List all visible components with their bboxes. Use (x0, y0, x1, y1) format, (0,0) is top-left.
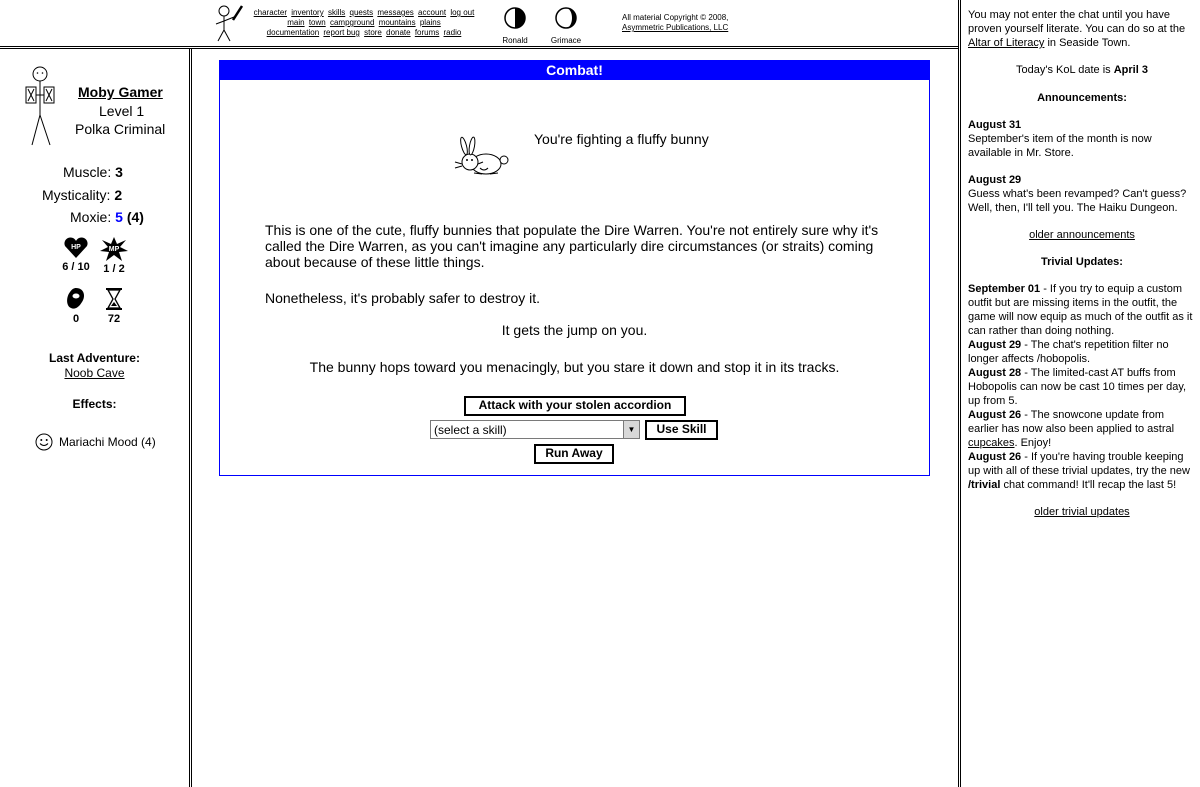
trivial-update-date: August 26 (968, 451, 1022, 463)
hp-gauge (56, 237, 96, 273)
stat-moxie (70, 209, 144, 225)
nav-mountains-link[interactable]: mountains (378, 18, 416, 27)
publisher-link[interactable]: Asymmetric Publications, LLC (622, 23, 729, 32)
older-announcements-link[interactable]: older announcements (1029, 229, 1135, 241)
stat-label: Muscle: (63, 164, 116, 180)
announcement-item (968, 173, 1196, 215)
hp-heart-icon[interactable] (63, 237, 89, 259)
top-divider (0, 46, 958, 47)
nav-donate-link[interactable]: donate (386, 28, 411, 37)
last-adventure-link[interactable]: Noob Cave (64, 366, 125, 380)
nav-campground-link[interactable]: campground (329, 18, 375, 27)
crescent-moon-icon (554, 6, 578, 30)
combat-title: Combat! (220, 61, 929, 80)
combat-message: The bunny hops toward you menacingly, but you stare it down and stop it in its tracks. (309, 359, 840, 375)
half-moon-icon (503, 6, 527, 30)
use-skill-button[interactable]: Use Skill (645, 420, 718, 440)
trivial-updates-title: Trivial Updates: (1041, 256, 1123, 268)
adventures-gauge (94, 287, 134, 325)
trivial-update-item (968, 450, 1196, 492)
stat-value: 3 (115, 164, 123, 180)
trivial-update-text: - If you try to equip a custom outfit but are missing items in the outfit, the game will now equip as much of the outfit as it can rather than doing nothing. (968, 283, 1193, 337)
adventures-value: 72 (107, 313, 121, 325)
moon-ronald-label: Ronald (502, 36, 528, 45)
dropdown-arrow-icon[interactable]: ▼ (623, 421, 639, 438)
announcement-text: Guess what's been revamped? Can't guess? Well, then, I'll tell you. The Haiku Dungeon. (968, 188, 1187, 214)
cupcakes-link[interactable]: cupcakes (968, 437, 1015, 449)
combat-message: Nonetheless, it's probably safer to destroy it. (265, 290, 541, 306)
trivial-update-date: September 01 (968, 283, 1041, 295)
nav-skills-link[interactable]: skills (327, 8, 346, 17)
trivial-update-item (968, 408, 1196, 450)
stat-value-base: (4) (126, 209, 144, 225)
date-label: Today's KoL date is (1016, 64, 1114, 76)
nav-quests-link[interactable]: quests (349, 8, 374, 17)
mp-gauge (94, 237, 134, 275)
announcement-item (968, 118, 1196, 160)
last-adventure-container (0, 366, 189, 380)
nav-inventory-link[interactable]: inventory (291, 8, 324, 17)
svg-text:HP: HP (71, 244, 81, 251)
left-pane-divider (191, 49, 192, 787)
stat-mysticality (42, 187, 122, 203)
fluffy-bunny-image (452, 136, 514, 180)
copyright-notice (622, 13, 728, 33)
copyright-text: All material Copyright © 2008, (622, 13, 729, 22)
older-announcements-container (968, 228, 1196, 242)
hourglass-icon[interactable] (105, 287, 123, 311)
nav-messages-link[interactable]: messages (377, 8, 414, 17)
announcement-date: August 31 (968, 119, 1022, 131)
effect-item[interactable] (35, 433, 156, 451)
older-trivial-updates-link[interactable]: older trivial updates (1034, 506, 1130, 518)
meat-gauge (56, 287, 96, 325)
info-sidebar (968, 8, 1196, 519)
meat-value: 0 (72, 313, 80, 325)
stat-muscle (63, 164, 123, 180)
nav-main-link[interactable]: main (287, 18, 305, 27)
trivial-update-text: - The snowcone update from earlier has now also been applied to astral (968, 409, 1175, 435)
character-class: Polka Criminal (75, 121, 166, 137)
announcement-date: August 29 (968, 174, 1022, 186)
trivial-update-text: - The limited-cast AT buffs from Hobopolis can now be cast 10 times per day, up from 5. (968, 367, 1187, 407)
chat-notice-text: in Seaside Town. (1044, 37, 1131, 49)
stat-label: Mysticality: (42, 187, 115, 203)
monster-description: This is one of the cute, fluffy bunnies that populate the Dire Warren. You're not entirely sure why it's called the Dire Warren, as you can't imagine any particularly dire circumstances (or straits) coming about because of these little things. (265, 222, 879, 270)
moon-grimace (546, 6, 586, 45)
nav-documentation-link[interactable]: documentation (266, 28, 320, 37)
trivial-update-text: - If you're having trouble keeping up with all of these trivial updates, try the new (968, 451, 1190, 477)
right-pane-divider (960, 0, 961, 787)
nav-account-link[interactable]: account (418, 8, 447, 17)
altar-of-literacy-link[interactable]: Altar of Literacy (968, 37, 1045, 49)
nav-radio-link[interactable]: radio (443, 28, 462, 37)
stat-label: Moxie: (70, 209, 116, 225)
nav-report-bug-link[interactable]: report bug (323, 28, 360, 37)
chat-notice (968, 8, 1196, 50)
announcement-text: September's item of the month is now available in Mr. Store. (968, 133, 1152, 159)
left-pane-divider (189, 49, 190, 787)
nav-forums-link[interactable]: forums (414, 28, 440, 37)
smiley-icon[interactable] (35, 433, 53, 451)
nav-row-3 (245, 28, 483, 38)
trivial-updates-list (968, 282, 1196, 492)
hp-value: 6 / 10 (62, 261, 90, 273)
nav-logout-link[interactable]: log out (450, 8, 475, 17)
skill-select-value: (select a skill) (434, 422, 507, 437)
mp-burst-icon[interactable] (100, 237, 128, 261)
trivial-update-date: August 26 (968, 409, 1022, 421)
effect-name: Mariachi Mood (4) (59, 435, 156, 449)
trivial-command: /trivial (968, 479, 1001, 491)
monster-encounter-text: You're fighting a fluffy bunny (534, 131, 709, 147)
combat-panel (219, 60, 930, 476)
older-trivial-container (968, 505, 1196, 519)
run-away-button[interactable]: Run Away (534, 444, 614, 464)
right-pane-divider (958, 0, 959, 787)
moon-grimace-label: Grimace (550, 36, 582, 45)
stick-figure-menu-icon[interactable] (212, 4, 244, 44)
date-value: April 3 (1113, 64, 1148, 76)
top-menu-bar (0, 0, 958, 49)
stat-value-buffed: 5 (115, 209, 123, 225)
attack-button[interactable]: Attack with your stolen accordion (464, 396, 686, 416)
character-level: Level 1 (99, 103, 145, 119)
trivial-update-item (968, 338, 1196, 366)
nav-character-link[interactable]: character (253, 8, 288, 17)
trivial-update-item (968, 366, 1196, 408)
character-avatar[interactable] (24, 65, 60, 151)
nav-store-link[interactable]: store (364, 28, 382, 37)
trivial-update-date: August 29 (968, 339, 1022, 351)
effects-label: Effects: (72, 397, 117, 411)
nav-town-link[interactable]: town (308, 18, 326, 27)
nav-plains-link[interactable]: plains (419, 18, 441, 27)
trivial-update-item (968, 282, 1196, 338)
moon-ronald (495, 6, 535, 45)
skill-select[interactable] (430, 420, 640, 439)
svg-text:MP: MP (108, 246, 120, 253)
nav-row-1 (245, 8, 483, 18)
chat-notice-text: You may not enter the chat until you have proven yourself literate. You can do so at the (968, 9, 1186, 35)
meat-icon[interactable] (65, 287, 87, 311)
nav-links (245, 8, 483, 38)
combat-message: It gets the jump on you. (501, 322, 648, 338)
trivial-update-text: . Enjoy! (1014, 437, 1052, 449)
character-pane (0, 49, 189, 787)
nav-row-2 (245, 18, 483, 28)
mp-value: 1 / 2 (103, 263, 125, 275)
trivial-update-text: - The chat's repetition filter no longer affects /hobopolis. (968, 339, 1169, 365)
kol-date (968, 63, 1196, 77)
trivial-update-date: August 28 (968, 367, 1022, 379)
trivial-update-text: chat command! It'll recap the last 5! (1000, 479, 1177, 491)
character-name-link[interactable]: Moby Gamer (78, 84, 163, 100)
stat-value: 2 (114, 187, 123, 203)
announcements-title: Announcements: (1037, 92, 1127, 104)
last-adventure-label: Last Adventure: (49, 351, 140, 365)
